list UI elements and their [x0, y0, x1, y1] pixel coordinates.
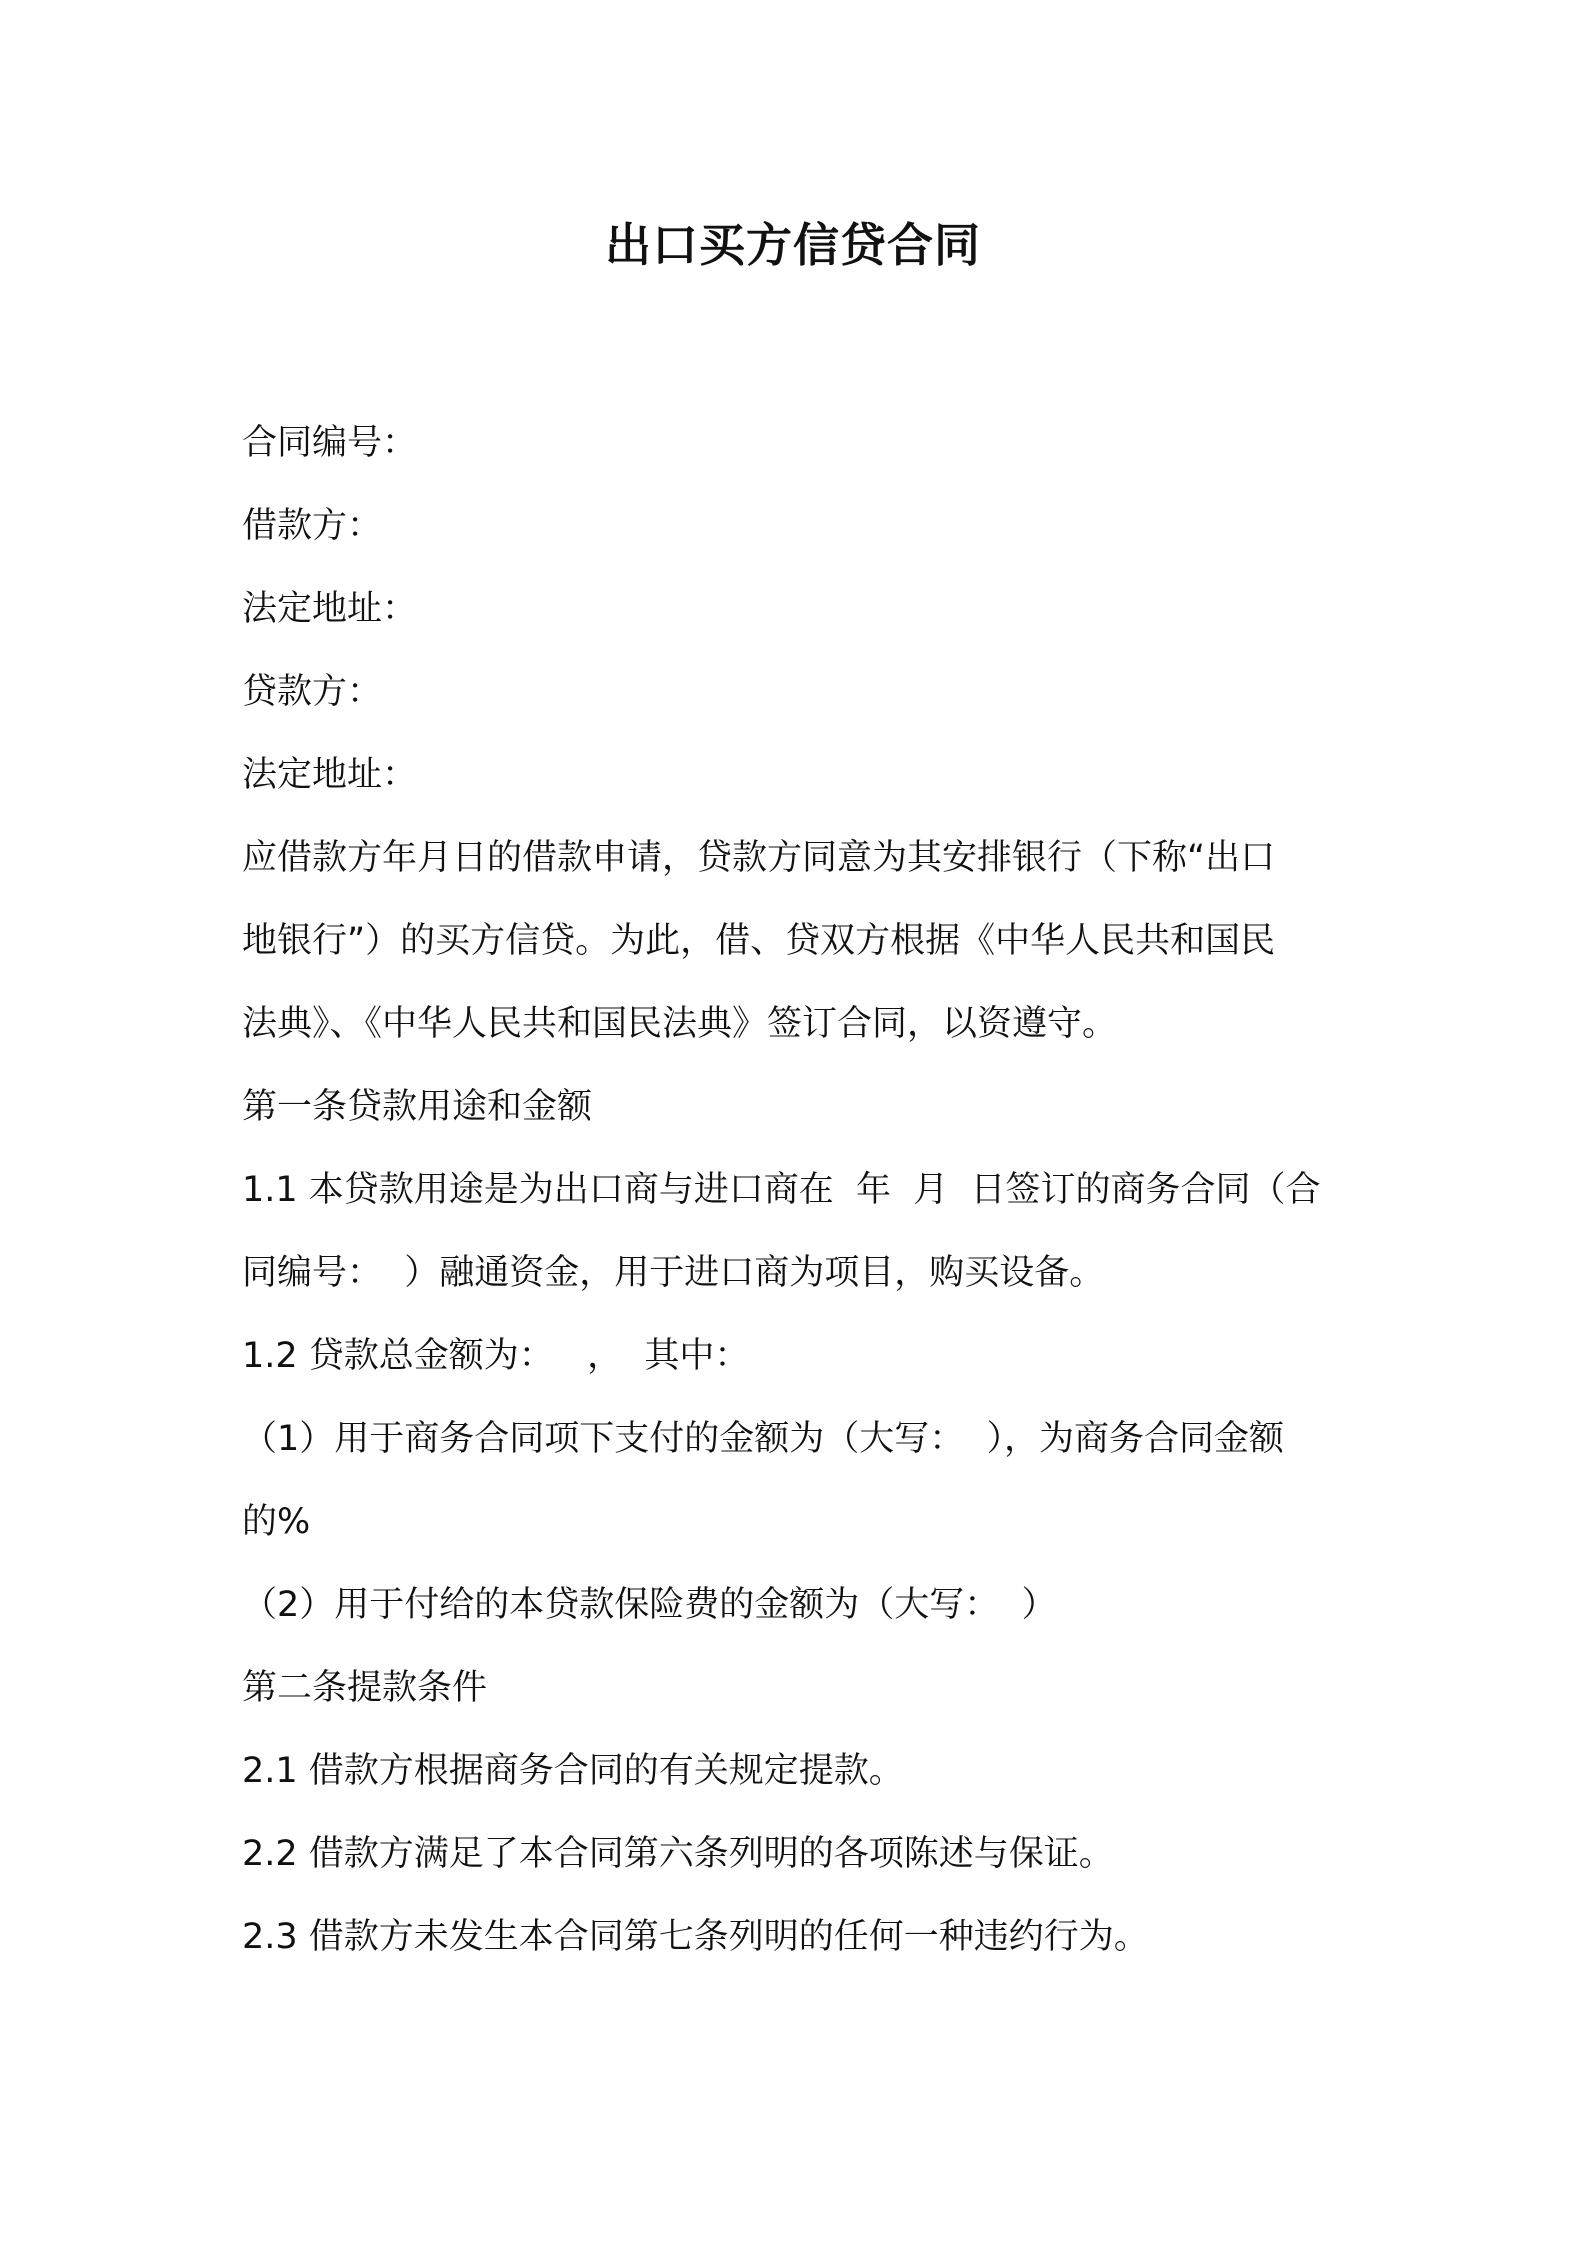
clause-1-2-item-1-line-1: （1）用于商务合同项下支付的金额为（大写： ），为商务合同金额: [242, 1419, 1285, 1459]
clause-1-1-line-1: 1.1 本贷款用途是为出口商与进口商在 年 月 日签订的商务合同（合: [242, 1170, 1321, 1210]
article-2-heading: 第二条提款条件: [242, 1668, 488, 1708]
clause-2-1-line: 2.1 借款方根据商务合同的有关规定提款。: [242, 1751, 904, 1791]
document-title: 出口买方信贷合同: [605, 218, 981, 272]
clause-2-3-line: 2.3 借款方未发生本合同第七条列明的任何一种违约行为。: [242, 1917, 1149, 1957]
preamble-line-2: 地银行”）的买方信贷。为此，借、贷双方根据《中华人民共和国民: [242, 921, 1276, 961]
lender-line: 贷款方：: [242, 672, 383, 712]
contract-number-line: 合同编号：: [242, 423, 418, 463]
clause-1-1-line-2: 同编号： ）融通资金，用于进口商为项目，购买设备。: [242, 1253, 1105, 1293]
clause-1-2-line: 1.2 贷款总金额为： ， 其中：: [242, 1336, 750, 1376]
document-body: [242, 402, 1362, 1979]
clause-2-2-line: 2.2 借款方满足了本合同第六条列明的各项陈述与保证。: [242, 1834, 1114, 1874]
article-1-heading: 第一条贷款用途和金额: [242, 1087, 593, 1127]
clause-1-2-item-1-line-2: 的%: [242, 1502, 311, 1542]
clause-1-2-item-2-line: （2）用于付给的本贷款保险费的金额为（大写： ）: [242, 1585, 1057, 1625]
borrower-line: 借款方：: [242, 506, 383, 546]
preamble-line-3: 法典》、《中华人民共和国民法典》签订合同，以资遵守。: [242, 1004, 1118, 1044]
lender-address-line: 法定地址：: [242, 755, 418, 795]
borrower-address-line: 法定地址：: [242, 589, 418, 629]
preamble-line-1: 应借款方年月日的借款申请，贷款方同意为其安排银行（下称“出口: [242, 838, 1276, 878]
